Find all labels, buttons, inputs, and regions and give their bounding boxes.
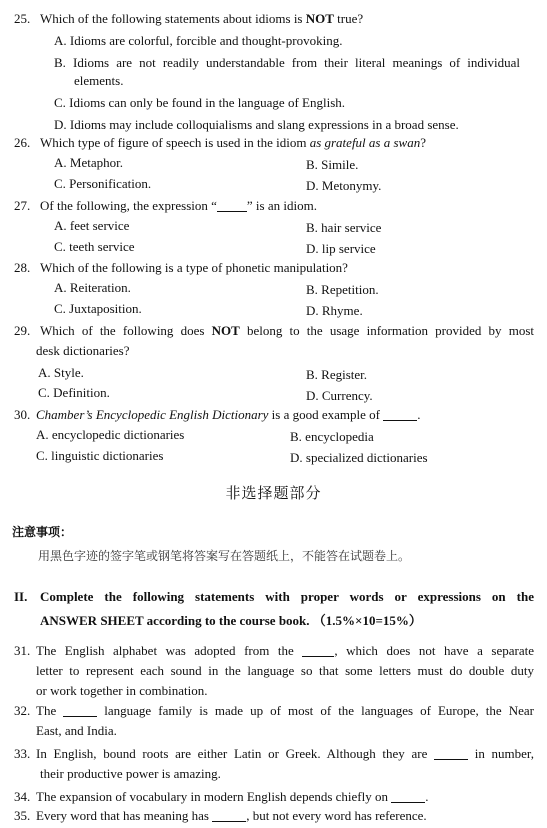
answer-blank	[434, 745, 468, 760]
question-number: 26.	[14, 135, 31, 150]
question-26	[14, 132, 534, 194]
option-b: B. hair service	[306, 220, 382, 235]
option-a: A. Idioms are colorful, forcible and thought-provoking.	[54, 33, 343, 48]
option-b: B. Repetition.	[306, 282, 379, 297]
option-a: A. encyclopedic dictionaries	[36, 427, 185, 442]
option-b: B. Simile.	[306, 157, 359, 172]
option-c: C. teeth service	[54, 239, 135, 254]
question-27	[14, 195, 534, 257]
question-number: 28.	[14, 260, 31, 275]
option-b: B. encyclopedia	[290, 429, 374, 444]
question-stem-continued: desk dictionaries?	[36, 343, 130, 358]
question-stem: The English alphabet was adopted from the , which does not have a separate	[36, 643, 534, 658]
question-number: 27.	[14, 198, 31, 213]
option-b: B. Idioms are not readily understandable from their literal meanings of individual	[54, 55, 520, 70]
question-25	[14, 8, 534, 132]
question-stem-line-2: East, and India.	[36, 723, 117, 738]
question-number: 35.	[14, 808, 31, 823]
question-number: 25.	[14, 11, 31, 26]
notice-text: 用黑色字迹的签字笔或钢笔将答案写在答题纸上，不能答在试题卷上。	[38, 549, 411, 563]
option-d: D. Idioms may include colloquialisms and slang expressions in a broad sense.	[54, 117, 459, 132]
option-c: C. Personification.	[54, 176, 152, 191]
part-instruction-continued: ANSWER SHEET according to the course book. （1.5%×10=15%）	[40, 613, 422, 628]
question-stem: The expansion of vocabulary in modern English depends chiefly on .	[36, 789, 429, 804]
question-stem: Which of the following does NOT belong to the usage information provided by most	[40, 323, 534, 338]
answer-blank	[63, 702, 97, 717]
question-number: 33.	[14, 746, 31, 761]
option-d: D. Metonymy.	[306, 178, 382, 193]
question-stem: Which of the following statements about idioms is NOT true?	[40, 11, 364, 26]
answer-blank	[391, 788, 425, 803]
option-d: D. specialized dictionaries	[290, 450, 428, 465]
question-number: 31.	[14, 643, 31, 658]
question-stem: Chamber’s Encyclopedic English Dictionary is a good example of .	[36, 407, 421, 422]
question-number: 32.	[14, 703, 31, 718]
question-stem: Which of the following is a type of phonetic manipulation?	[40, 260, 348, 275]
question-stem-line-3: or work together in combination.	[36, 683, 208, 698]
question-number: 34.	[14, 789, 31, 804]
option-a: A. Metaphor.	[54, 155, 123, 170]
question-32	[14, 700, 534, 740]
question-stem: Every word that has meaning has , but not every word has reference.	[36, 808, 427, 823]
question-number: 29.	[14, 323, 31, 338]
question-stem-line-2: their productive power is amazing.	[40, 766, 221, 781]
notice-label: 注意事项：	[12, 525, 73, 539]
option-c: C. Definition.	[38, 385, 110, 400]
answer-blank	[212, 807, 246, 822]
question-stem-line-2: letter to represent each sound in the language so that some letters must do double duty	[36, 663, 534, 678]
option-a: A. Reiteration.	[54, 280, 131, 295]
answer-blank	[383, 406, 417, 421]
question-30	[14, 404, 534, 466]
option-c: C. linguistic dictionaries	[36, 448, 164, 463]
question-31	[14, 640, 534, 700]
question-35	[14, 805, 534, 825]
option-a: A. Style.	[38, 365, 84, 380]
question-29	[14, 320, 534, 404]
question-stem: In English, bound roots are either Latin or Greek. Although they are in number,	[36, 746, 534, 761]
option-b: B. Register.	[306, 367, 368, 382]
option-d: D. lip service	[306, 241, 376, 256]
question-stem: Of the following, the expression “ ” is an idiom.	[40, 198, 317, 213]
option-c: C. Idioms can only be found in the language of English.	[54, 95, 346, 110]
answer-blank	[302, 642, 334, 657]
part-number: II.	[14, 589, 28, 604]
question-28	[14, 257, 534, 319]
section-title: 非选择题部分	[225, 484, 322, 502]
question-stem: Which type of figure of speech is used in the idiom as grateful as a swan?	[40, 135, 426, 150]
part-ii-heading	[14, 586, 534, 630]
option-a: A. feet service	[54, 218, 130, 233]
option-b-continued: elements.	[74, 73, 124, 88]
option-d: D. Rhyme.	[306, 303, 363, 318]
part-instruction: Complete the following statements with proper words or expressions on the	[40, 589, 534, 604]
question-34	[14, 786, 534, 806]
option-d: D. Currency.	[306, 388, 373, 403]
question-stem: The language family is made up of most of the languages of Europe, the Near	[36, 703, 534, 718]
answer-blank	[217, 197, 247, 212]
question-33	[14, 743, 534, 783]
option-c: C. Juxtaposition.	[54, 301, 142, 316]
question-number: 30.	[14, 407, 31, 422]
